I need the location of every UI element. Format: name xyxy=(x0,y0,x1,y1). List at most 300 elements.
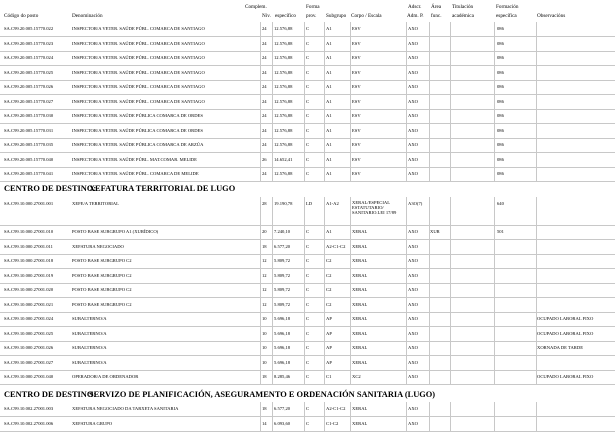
cell-den: INSPECTOR/A VETER. SAÚDE PÚBLICA COMARCA DE ORDES xyxy=(72,113,203,118)
column-divider xyxy=(406,283,407,297)
column-divider xyxy=(260,153,261,167)
cell-comp: 5.809,72 xyxy=(274,287,291,292)
column-divider xyxy=(536,153,537,167)
column-divider xyxy=(450,370,451,384)
column-divider xyxy=(304,95,305,109)
table-row xyxy=(0,37,615,52)
column-divider xyxy=(494,283,495,297)
table-row xyxy=(0,341,615,356)
cell-sub: C2 xyxy=(326,272,332,278)
cell-niv: 18 xyxy=(262,243,267,249)
cell-niv: 24 xyxy=(262,142,267,147)
column-divider xyxy=(406,356,407,370)
column-divider xyxy=(272,254,273,268)
table-row xyxy=(0,312,615,327)
column-divider xyxy=(494,124,495,138)
column-divider xyxy=(260,197,261,225)
cell-sub: A1 xyxy=(326,156,332,162)
table-row xyxy=(0,22,615,37)
cell-corpo: ESV xyxy=(352,98,361,104)
header-titulacion: Titulación xyxy=(452,4,474,10)
column-divider xyxy=(272,225,273,239)
header-observacions: Observacións xyxy=(537,13,566,19)
table-row xyxy=(0,269,615,284)
cell-niv: 14 xyxy=(262,420,267,426)
cell-niv: 10 xyxy=(262,330,267,336)
table-row xyxy=(0,254,615,269)
column-divider xyxy=(272,95,273,109)
column-divider xyxy=(304,197,305,225)
cell-adscr: AXO xyxy=(408,420,418,426)
cell-comp: 12.576,88 xyxy=(274,127,293,133)
column-divider xyxy=(494,109,495,123)
column-divider xyxy=(324,95,325,109)
column-divider xyxy=(324,240,325,254)
cell-sub: A1 xyxy=(326,142,332,147)
cell-niv: 12 xyxy=(262,258,267,263)
cell-forma: C xyxy=(306,156,310,162)
column-divider xyxy=(536,22,537,36)
cell-corpo: ESV xyxy=(352,69,361,75)
cell-den: INSPECTOR/A VETER. SAÚDE PÚBL. COMARCA DE SANTIAGO xyxy=(72,98,205,104)
cell-code: SA.C99.10.000.27001.018 xyxy=(4,258,54,263)
column-divider xyxy=(450,22,451,36)
section-label: CENTRO DE DESTINO: xyxy=(4,390,97,399)
column-divider xyxy=(350,417,351,431)
cell-niv: 24 xyxy=(262,55,267,60)
cell-forma: C xyxy=(306,69,310,75)
column-divider xyxy=(324,22,325,36)
cell-sub: A1 xyxy=(326,113,332,118)
cell-adscr: AXO xyxy=(408,301,418,307)
header-codigo: Código do posto xyxy=(4,13,39,19)
cell-code: SA.C99.20.005.15770.035 xyxy=(4,142,54,147)
column-divider xyxy=(272,269,273,283)
cell-corpo: ESV xyxy=(352,156,361,162)
cell-comp: 12.576,88 xyxy=(274,40,293,46)
cell-adscr: AXO xyxy=(408,171,418,176)
column-divider xyxy=(350,341,351,355)
column-divider xyxy=(260,269,261,283)
column-divider xyxy=(536,298,537,312)
cell-form: 086 xyxy=(497,98,504,104)
cell-forma: C xyxy=(306,243,310,249)
cell-den: POSTO BASE SUBGRUPO C2 xyxy=(72,258,132,263)
table-row xyxy=(0,417,615,432)
cell-adscr: AXO xyxy=(408,55,418,60)
cell-forma: C xyxy=(306,374,310,379)
cell-den: XEFATURA NEGOCIADO xyxy=(72,243,124,249)
column-divider xyxy=(536,254,537,268)
cell-adscr: AXO xyxy=(408,26,418,31)
cell-niv: 10 xyxy=(262,316,267,321)
cell-corpo: XERAL xyxy=(352,272,368,278)
column-divider xyxy=(536,240,537,254)
column-divider xyxy=(272,298,273,312)
column-divider xyxy=(450,197,451,225)
cell-comp: 12.576,88 xyxy=(274,171,293,176)
column-divider xyxy=(324,225,325,239)
table-row xyxy=(0,402,615,417)
cell-forma: C xyxy=(306,55,310,60)
column-divider xyxy=(450,95,451,109)
column-divider xyxy=(406,51,407,65)
column-divider xyxy=(350,80,351,94)
table-header xyxy=(0,0,615,21)
column-divider xyxy=(304,153,305,167)
cell-adscr: AXO xyxy=(408,316,418,321)
cell-code: SA.C99.20.005.15770.041 xyxy=(4,171,54,176)
cell-comp: 6.577,20 xyxy=(274,406,291,411)
column-divider xyxy=(406,153,407,167)
cell-sub: A1 xyxy=(326,84,332,89)
cell-code: SA.C99.10.000.27001.024 xyxy=(4,316,54,321)
column-divider xyxy=(304,312,305,326)
cell-niv: 10 xyxy=(262,359,267,365)
cell-niv: 12 xyxy=(262,287,267,292)
cell-den: INSPECTOR/A VETER. SAÚDE PÚBL. COMARCA DE SANTIAGO xyxy=(72,55,205,60)
column-divider xyxy=(406,138,407,152)
column-divider xyxy=(304,370,305,384)
column-divider xyxy=(450,80,451,94)
cell-sub: C1 xyxy=(326,374,332,379)
cell-adscr: AXO xyxy=(408,330,418,336)
column-divider xyxy=(324,283,325,297)
cell-adscr: AXO xyxy=(408,258,418,263)
column-divider xyxy=(324,153,325,167)
column-divider xyxy=(450,298,451,312)
column-divider xyxy=(304,225,305,239)
column-divider xyxy=(350,37,351,51)
column-divider xyxy=(406,254,407,268)
cell-adscr: AXO xyxy=(408,127,418,133)
column-divider xyxy=(324,402,325,416)
cell-niv: 24 xyxy=(262,40,267,46)
cell-form: 086 xyxy=(497,26,504,31)
cell-form: 501 xyxy=(497,229,504,234)
column-divider xyxy=(324,254,325,268)
column-divider xyxy=(350,124,351,138)
table-row xyxy=(0,138,615,153)
cell-forma: C xyxy=(306,345,310,350)
cell-code: SA.C99.10.000.27001.026 xyxy=(4,345,54,350)
column-divider xyxy=(272,167,273,181)
column-divider xyxy=(494,298,495,312)
cell-code: SA.C99.10.000.27001.020 xyxy=(4,287,54,292)
column-divider xyxy=(494,370,495,384)
cell-den: XEFE/A TERRITORIAL xyxy=(72,201,119,206)
column-divider xyxy=(350,95,351,109)
cell-corpo: XERAL xyxy=(352,243,368,249)
cell-adscr: AXO xyxy=(408,345,418,350)
column-divider xyxy=(304,240,305,254)
cell-comp: 5.809,72 xyxy=(274,301,291,307)
column-divider xyxy=(260,95,261,109)
column-divider xyxy=(272,370,273,384)
cell-corpo: XERAL/ESPECIAL ESTATUTARIO/ SANITARIO.LEI 17/89 xyxy=(352,201,397,215)
column-divider xyxy=(406,124,407,138)
table-row xyxy=(0,153,615,168)
cell-forma: C xyxy=(306,171,310,176)
column-divider xyxy=(272,51,273,65)
cell-niv: 24 xyxy=(262,98,267,104)
cell-sub: A1 xyxy=(326,69,332,75)
column-divider xyxy=(272,312,273,326)
column-divider xyxy=(406,37,407,51)
cell-form: 086 xyxy=(497,127,504,133)
column-divider xyxy=(494,327,495,341)
cell-obs: OCUPADO LABORAL FIXO xyxy=(537,316,594,321)
column-divider xyxy=(272,153,273,167)
column-divider xyxy=(406,312,407,326)
cell-forma: C xyxy=(306,127,310,133)
cell-den: POSTO BASE SUBGRUPO C2 xyxy=(72,287,132,292)
cell-den: SUBALTERNO/A xyxy=(72,359,107,365)
column-divider xyxy=(536,66,537,80)
column-divider xyxy=(350,197,351,225)
cell-den: INSPECTOR/A VETER. SAÚDE PÚBL. COMARCA DE SANTIAGO xyxy=(72,69,205,75)
cell-code: SA.C99.20.005.15770.026 xyxy=(4,84,54,89)
column-divider xyxy=(260,356,261,370)
column-divider xyxy=(450,283,451,297)
cell-comp: 19.190,78 xyxy=(274,201,293,206)
cell-forma: C xyxy=(306,316,310,321)
column-divider xyxy=(350,269,351,283)
column-divider xyxy=(536,124,537,138)
cell-form: 086 xyxy=(497,84,504,89)
cell-forma: C xyxy=(306,229,310,234)
cell-adscr: A3O(7) xyxy=(408,201,423,206)
section-title: XEFATURA TERRITORIAL DE LUGO xyxy=(89,184,236,193)
header-func: func. xyxy=(431,13,442,19)
header-especifico: específico xyxy=(275,13,297,19)
column-divider xyxy=(536,80,537,94)
cell-form: 086 xyxy=(497,113,504,118)
cell-code: SA.C99.10.000.27001.001 xyxy=(4,201,54,206)
cell-forma: C xyxy=(306,113,310,118)
column-divider xyxy=(304,167,305,181)
column-divider xyxy=(272,402,273,416)
column-divider xyxy=(406,341,407,355)
cell-den: INSPECTOR/A VETER. SAÚDE PÚBL. COMARCA DE MELIDE xyxy=(72,171,199,176)
cell-forma: C xyxy=(306,330,310,336)
cell-comp: 7.240,10 xyxy=(274,229,291,234)
cell-adscr: AXO xyxy=(408,113,418,118)
column-divider xyxy=(536,402,537,416)
cell-sub: C1-C2 xyxy=(326,420,339,426)
column-divider xyxy=(536,197,537,225)
cell-adscr: AXO xyxy=(408,374,418,379)
cell-adscr: AXO xyxy=(408,287,418,292)
column-divider xyxy=(536,37,537,51)
cell-corpo: XERAL xyxy=(352,229,368,234)
cell-adscr: AXO xyxy=(408,243,418,249)
cell-comp: 5.809,72 xyxy=(274,272,291,278)
column-divider xyxy=(494,138,495,152)
column-divider xyxy=(350,22,351,36)
cell-comp: 5.696,18 xyxy=(274,316,291,321)
cell-niv: 24 xyxy=(262,127,267,133)
column-divider xyxy=(536,109,537,123)
cell-code: SA.C99.20.005.15770.030 xyxy=(4,113,54,118)
cell-den: INSPECTOR/A VETER. SAÚDE PÚBL. COMARCA DE SANTIAGO xyxy=(72,26,205,31)
cell-niv: 24 xyxy=(262,171,267,176)
cell-comp: 8.285,46 xyxy=(274,374,291,379)
cell-niv: 28 xyxy=(262,201,267,206)
column-divider xyxy=(272,109,273,123)
column-divider xyxy=(406,240,407,254)
column-divider xyxy=(406,417,407,431)
cell-corpo: ESV xyxy=(352,113,361,118)
cell-form: 640 xyxy=(497,201,504,206)
column-divider xyxy=(494,254,495,268)
cell-code: SA.C99.20.005.15770.024 xyxy=(4,55,54,60)
column-divider xyxy=(450,402,451,416)
column-divider xyxy=(260,109,261,123)
column-divider xyxy=(450,37,451,51)
cell-corpo: ESV xyxy=(352,171,361,176)
cell-niv: 20 xyxy=(262,229,267,234)
cell-corpo: XERAL xyxy=(352,420,368,426)
cell-adscr: AXO xyxy=(408,359,418,365)
column-divider xyxy=(304,283,305,297)
cell-den: SUBALTERNO/A xyxy=(72,345,107,350)
cell-code: SA.C99.10.000.27001.019 xyxy=(4,272,54,278)
column-divider xyxy=(406,327,407,341)
column-divider xyxy=(450,225,451,239)
cell-forma: C xyxy=(306,420,310,426)
cell-comp: 5.696,18 xyxy=(274,359,291,365)
cell-comp: 6.093,60 xyxy=(274,420,291,426)
cell-comp: 5.696,18 xyxy=(274,330,291,336)
column-divider xyxy=(260,37,261,51)
cell-code: SA.C99.20.005.15770.027 xyxy=(4,98,54,104)
cell-obs: XORNADA DE TARDE xyxy=(537,345,583,350)
column-divider xyxy=(350,167,351,181)
cell-forma: C xyxy=(306,26,310,31)
cell-adscr: AXO xyxy=(408,40,418,46)
cell-den: SUBALTERNO/A xyxy=(72,330,107,336)
section-label: CENTRO DE DESTINO: xyxy=(4,184,97,193)
cell-adscr: AXO xyxy=(408,272,418,278)
column-divider xyxy=(272,124,273,138)
column-divider xyxy=(406,402,407,416)
column-divider xyxy=(304,298,305,312)
column-divider xyxy=(324,167,325,181)
cell-forma: C xyxy=(306,258,310,263)
cell-code: SA.C99.10.000.27001.025 xyxy=(4,330,54,336)
cell-code: SA.C99.20.005.15770.025 xyxy=(4,69,54,75)
column-divider xyxy=(494,197,495,225)
cell-sub: A1 xyxy=(326,229,332,234)
cell-forma: C xyxy=(306,98,310,104)
column-divider xyxy=(272,197,273,225)
column-divider xyxy=(450,417,451,431)
cell-code: SA.C99.10.000.27001.040 xyxy=(4,374,54,379)
cell-niv: 24 xyxy=(262,84,267,89)
cell-den: XEFATURA GRUPO xyxy=(72,420,113,426)
column-divider xyxy=(272,37,273,51)
table-row xyxy=(0,95,615,110)
column-divider xyxy=(406,197,407,225)
column-divider xyxy=(324,312,325,326)
column-divider xyxy=(304,51,305,65)
column-divider xyxy=(450,153,451,167)
table-row xyxy=(0,240,615,255)
column-divider xyxy=(494,269,495,283)
cell-niv: 26 xyxy=(262,156,267,162)
cell-sub: C2 xyxy=(326,287,332,292)
column-divider xyxy=(260,341,261,355)
cell-sub: C2 xyxy=(326,258,332,263)
column-divider xyxy=(260,240,261,254)
cell-niv: 18 xyxy=(262,406,267,411)
cell-sub: A1-A2 xyxy=(326,201,339,206)
cell-adscr: AXO xyxy=(408,142,418,147)
column-divider xyxy=(324,298,325,312)
cell-sub: AP xyxy=(326,345,332,350)
column-divider xyxy=(260,51,261,65)
cell-comp: 12.576,88 xyxy=(274,142,293,147)
cell-form: 086 xyxy=(497,171,504,176)
header-adscr: Adscr. xyxy=(408,4,422,10)
header-subgrupo: Subgrupo xyxy=(326,13,347,19)
header-adm: Adm. P. xyxy=(407,13,424,19)
column-divider xyxy=(350,370,351,384)
cell-adscr: AXO xyxy=(408,406,418,411)
cell-code: SA.C99.20.005.15770.031 xyxy=(4,127,54,133)
cell-forma: C xyxy=(306,84,310,89)
column-divider xyxy=(350,402,351,416)
column-divider xyxy=(406,269,407,283)
column-divider xyxy=(494,66,495,80)
cell-sub: A1 xyxy=(326,171,332,176)
column-divider xyxy=(406,66,407,80)
cell-corpo: XERAL xyxy=(352,316,368,321)
table-row xyxy=(0,225,615,240)
header-niv: Niv. xyxy=(262,13,271,19)
cell-den: POSTO BASE SUBGRUPO C2 xyxy=(72,301,132,307)
cell-sub: AP xyxy=(326,330,332,336)
column-divider xyxy=(494,80,495,94)
column-divider xyxy=(324,197,325,225)
column-divider xyxy=(350,153,351,167)
column-divider xyxy=(406,225,407,239)
cell-den: SUBALTERNO/A xyxy=(72,316,107,321)
column-divider xyxy=(304,341,305,355)
cell-corpo: ESV xyxy=(352,142,361,147)
column-divider xyxy=(450,51,451,65)
cell-den: INSPECTOR/A VETER. SAÚDE PÚBL. MAT.COMAR. MELIDE xyxy=(72,156,197,162)
cell-comp: 14.652,41 xyxy=(274,156,293,162)
cell-corpo: XC2 xyxy=(352,374,361,379)
column-divider xyxy=(350,254,351,268)
cell-comp: 6.577,20 xyxy=(274,243,291,249)
column-divider xyxy=(536,95,537,109)
cell-corpo: XERAL xyxy=(352,301,368,307)
header-prov: prov. xyxy=(306,13,317,19)
cell-den: POSTO BASE SUBGRUPO C2 xyxy=(72,272,132,278)
cell-adscr: AXO xyxy=(408,156,418,162)
column-divider xyxy=(324,417,325,431)
cell-comp: 12.576,88 xyxy=(274,98,293,104)
cell-corpo: ESV xyxy=(352,40,361,46)
cell-comp: 12.576,88 xyxy=(274,113,293,118)
column-divider xyxy=(494,225,495,239)
column-divider xyxy=(350,327,351,341)
column-divider xyxy=(494,51,495,65)
cell-adscr: AXO xyxy=(408,84,418,89)
